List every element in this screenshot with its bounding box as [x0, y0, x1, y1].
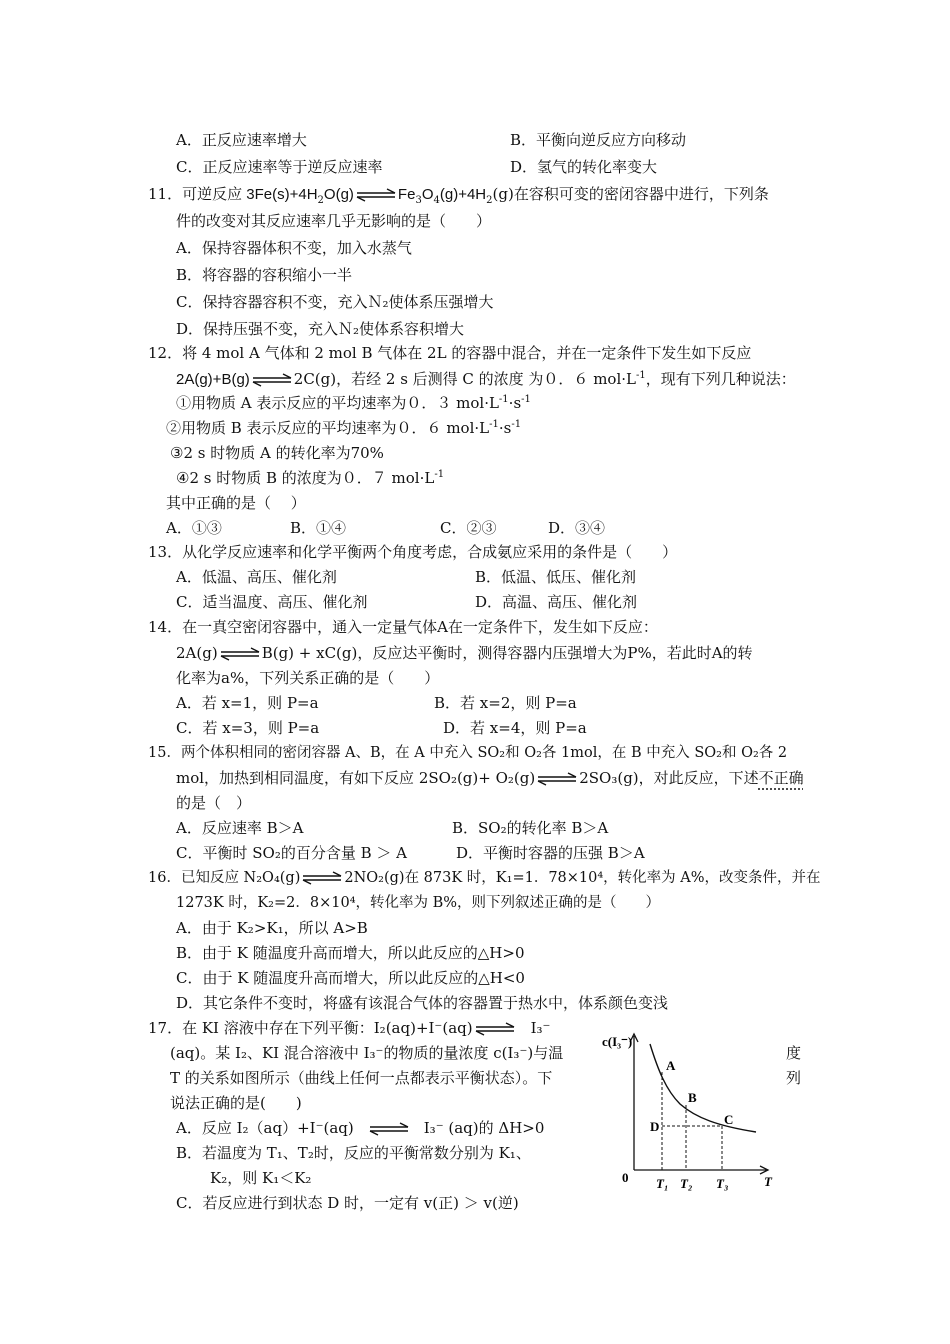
q14-stem: 14．在一真空密闭容器中，通入一定量气体A在一定条件下，发生如下反应：	[148, 618, 658, 636]
q13-option-a: A．低温、高压、催化剂	[176, 568, 337, 586]
q16-option-b: B．由于 K 随温度升高而增大，所以此反应的△H>0	[176, 944, 525, 962]
q15-stem: 15．两个体积相同的密闭容器 A、B，在 A 中充入 SO₂和 O₂各 1mol，在 B 中充入 SO₂和 O₂各 2	[148, 745, 788, 761]
q13-stem: 13．从化学反应速率和化学平衡两个角度考虑，合成氨应采用的条件是（ ）	[148, 543, 678, 561]
q12-option-b: B．①④	[290, 519, 347, 537]
q14-line3: 化率为a%，下列关系正确的是（ ）	[176, 669, 440, 687]
q14-option-b: B．若 x=2，则 P=a	[434, 694, 577, 712]
q11-number: 11．	[148, 185, 183, 203]
q15-option-d: D．平衡时容器的压强 B＞A	[456, 844, 645, 862]
q12-stem: 12．将 4 mol A 气体和 2 mol B 气体在 2L 的容器中混合，并在一定条件下发生如下反应	[148, 344, 752, 362]
q14-option-c: C．若 x=3，则 P=a	[176, 719, 320, 737]
q12-ask: 其中正确的是（ ）	[166, 494, 306, 512]
q13-option-b: B．低温、低压、催化剂	[475, 568, 637, 586]
equilibrium-arrow-icon	[536, 772, 578, 786]
tick-t1: T₁	[656, 1176, 669, 1191]
origin-label: 0	[622, 1170, 629, 1185]
q11-option-a: A．保持容器体积不变，加入水蒸气	[176, 239, 412, 257]
tick-t3: T₃	[716, 1176, 729, 1191]
concentration-temperature-graph	[600, 1030, 780, 1200]
q17-option-b-line2: K₂，则 K₁＜K₂	[210, 1169, 312, 1187]
q11-option-c: C．保持容器容积不变，充入Ｎ₂使体系压强增大	[176, 293, 494, 311]
q12-option-d: D．③④	[548, 519, 606, 537]
q17-line2-tail: 度	[786, 1044, 802, 1062]
q12-statement-3: ③2 s 时物质 A 的转化率为70%	[170, 444, 384, 462]
equilibrium-arrow-icon	[301, 871, 343, 885]
equilibrium-arrow-icon	[368, 1122, 410, 1136]
q15-option-b: B．SO₂的转化率 B＞A	[452, 819, 609, 837]
emphasis-not-correct: 不正确	[758, 769, 804, 787]
q15-option-a: A．反应速率 B＞A	[176, 819, 304, 837]
q14-option-a: A．若 x=1，则 P=a	[176, 694, 319, 712]
q12-option-c: C．②③	[440, 519, 497, 537]
q10-option-c: C．正反应速率等于逆反应速率	[176, 158, 383, 176]
q17-option-c: C．若反应进行到状态 D 时，一定有 v(正) ＞ v(逆)	[176, 1194, 519, 1212]
q11-stem: 11．可逆反应 $3Fe(s)+4H_2O(g)$ $Fe_3O_4(g)+4H_2(g)$在容积可变的密闭容器中进行，下列条	[148, 185, 769, 206]
q11-option-b: B．将容器的容积缩小一半	[176, 266, 353, 284]
q15-line2: mol，加热到相同温度，有如下反应 2SO₂(g)+ O₂(g) 2SO₃(g)，对此反应，下述不正确	[176, 769, 804, 787]
point-b-label: B	[688, 1090, 697, 1105]
q14-equation: 2A(g) B(g) + xC(g)，反应达平衡时，测得容器内压强增大为P%，若此时A的转	[176, 644, 753, 662]
x-axis-label: T	[764, 1174, 772, 1189]
q15-option-c: C．平衡时 SO₂的百分含量 B ＞ A	[176, 844, 407, 862]
q12-statement-1: ①用物质 A 表示反应的平均速率为０．３ $mol\cdot L^{-1}\cdot s^{-1}$	[176, 394, 531, 412]
q17-option-b-line1: B．若温度为 T₁、T₂时，反应的平衡常数分别为 K₁、	[176, 1144, 531, 1162]
q16-stem: 16．已知反应 N₂O₄(g) 2NO₂(g)在 873K 时，K₁=1．78×10⁴，转化率为 A%，改变条件，并在	[148, 870, 821, 886]
equilibrium-arrow-icon	[474, 1022, 516, 1036]
q16-line2: 1273K 时，K₂=2．8×10⁴，转化率为 B%，则下列叙述正确的是（ ）	[176, 895, 661, 911]
point-c-label: C	[724, 1112, 734, 1127]
q17-line3: T 的关系如图所示（曲线上任何一点都表示平衡状态）。下	[170, 1069, 553, 1087]
q10-option-d: D．氢气的转化率变大	[510, 158, 658, 176]
q17-line2: (aq)。某 I₂、KI 混合溶液中 I₃⁻的物质的量浓度 c(I₃⁻)与温	[170, 1044, 564, 1062]
tick-t2: T₂	[680, 1176, 693, 1191]
point-a-label: A	[666, 1058, 676, 1073]
q12-statement-2: ②用物质 B 表示反应的平均速率为０．６ $mol\cdot L^{-1}\cdot s^{-1}$	[166, 419, 522, 437]
q12-statement-4: ④2 s 时物质 B 的浓度为０．７ $mol\cdot L^{-1}$	[176, 469, 445, 487]
q16-option-d: D．其它条件不变时，将盛有该混合气体的容器置于热水中，体系颜色变浅	[176, 994, 669, 1012]
q17-line3-tail: 列	[786, 1069, 802, 1087]
q12-equation: 2A(g)+B(g) 2C(g)，若经 2 s 后测得 C 的浓度 为０．６ $mol\cdot L^{-1}$，现有下列几种说法：	[176, 370, 796, 388]
q10-option-b: B．平衡向逆反应方向移动	[510, 131, 687, 149]
q17-stem: 17．在 KI 溶液中存在下列平衡：I₂(aq)+I⁻(aq) I₃⁻	[148, 1019, 551, 1037]
q11-stem-line2: 件的改变对其反应速率几乎无影响的是（ ）	[176, 212, 492, 230]
q11-option-d: D．保持压强不变，充入Ｎ₂使体系容积增大	[176, 320, 465, 338]
q17-line4: 说法正确的是( )	[170, 1094, 302, 1112]
q13-option-c: C．适当温度、高压、催化剂	[176, 593, 368, 611]
q16-option-a: A．由于 K₂>K₁，所以 A>B	[176, 919, 368, 937]
equilibrium-arrow-icon	[219, 647, 261, 661]
q13-option-d: D．高温、高压、催化剂	[475, 593, 638, 611]
equilibrium-arrow-icon	[355, 188, 397, 202]
q16-option-c: C．由于 K 随温度升高而增大，所以此反应的△H<0	[176, 969, 525, 987]
q17-option-a: A．反应 I₂（aq）+I⁻(aq) I₃⁻ (aq)的 ΔH>0	[176, 1119, 545, 1137]
q12-option-a: A．①③	[166, 519, 222, 537]
point-d-label: D	[650, 1119, 660, 1134]
equilibrium-arrow-icon	[251, 373, 293, 387]
q15-line3: 的是（ ）	[176, 794, 252, 812]
q14-option-d: D．若 x=4，则 P=a	[443, 719, 587, 737]
y-axis-label: c(I₃⁻)	[602, 1034, 633, 1049]
q10-option-a: A．正反应速率增大	[176, 131, 307, 149]
